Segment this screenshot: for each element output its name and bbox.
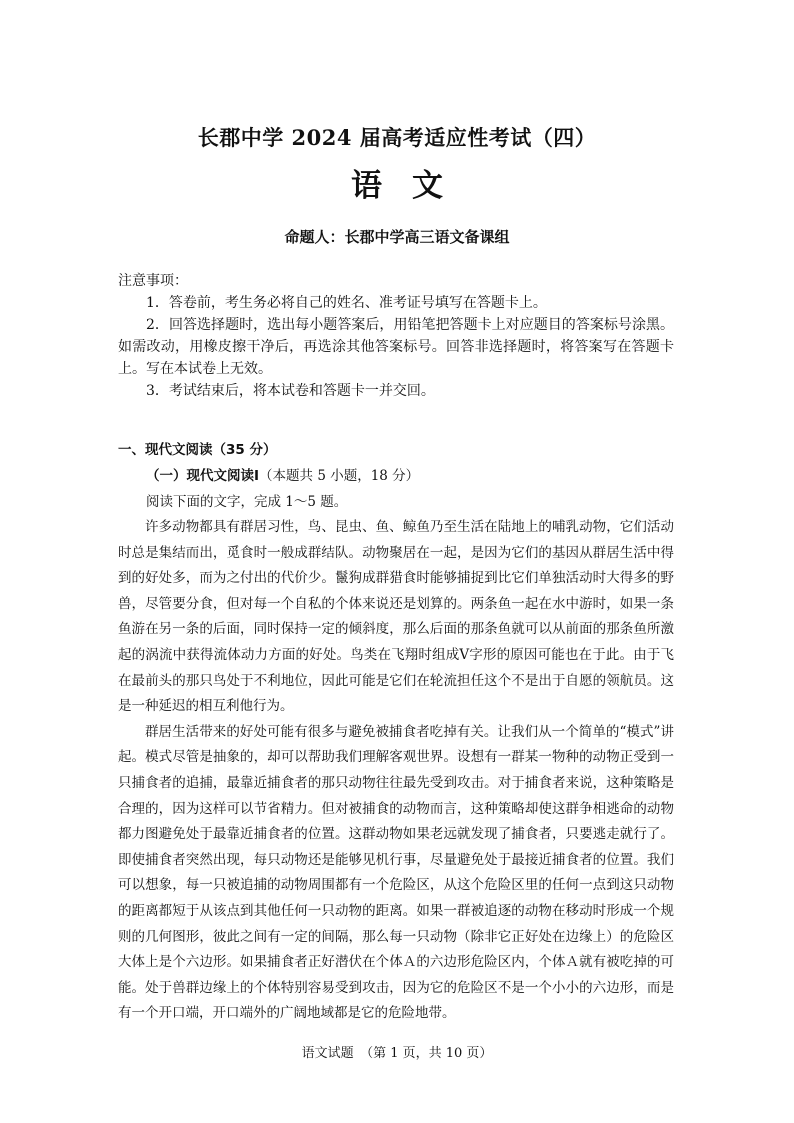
note-item-1: 1．答卷前，考生务必将自己的姓名、准考证号填写在答题卡上。	[146, 295, 547, 311]
subsection-heading	[146, 464, 419, 484]
passage-paragraph-2: 群居生活带来的好处可能有很多与避免被捕食者吃掉有关。让我们从一个简单的“模式”讲起。模式尽管是抽象的，却可以帮助我们理解客观世界。设想有一群某一物种的动物正受到一只捕食者的追捕，最靠近捕食者的那只动物往往最先受到攻击。对于捕食者来说，这种策略是合理的，因为这样可以节省精力。但对被捕食的动物而言，这种策略却使这群争相逃命的动物都力图避免处于最靠近捕食者的位置。这群动物如果老远就发现了捕食者，只要逃走就行了。即使捕食者突然出现，每只动物还是能够见机行事，尽量避免处于最接近捕食者的位置。我们可以想象，每一只被追捕的动物周围都有一个危险区，从这个危险区里的任何一点到这只动物的距离都短于从该点到其他任何一只动物的距离。如果一群被追逐的动物在移动时形成一个规则的几何图形，彼此之间有一定的间隔，那么每一只动物（除非它正好处在边缘上）的危险区大体上是个六边形。如果捕食者正好潜伏在个体Ａ的六边形危险区内，个体Ａ就有被吃掉的可能。处于兽群边缘上的个体特别容易受到攻击，因为它的危险区不是一个小小的六边形，而是有一个开口端，开口端外的广阔地域都是它的危险地带。	[118, 723, 674, 1022]
author-line: 命题人：长郡中学高三语文备课组	[284, 228, 510, 246]
notes-heading: 注意事项：	[118, 273, 188, 289]
subsection-title: （一）现代文阅读Ⅰ	[146, 468, 260, 484]
subject-title: 语文	[351, 168, 473, 204]
reading-instruction: 阅读下面的文字，完成 1～5 题。	[146, 494, 348, 510]
section-heading: 一、现代文阅读（35 分）	[118, 442, 277, 458]
page-footer: 语文试题 （第 1 页，共 10 页）	[301, 1046, 493, 1061]
note-item-3: 3．考试结束后，将本试卷和答题卡一并交回。	[146, 383, 435, 399]
passage-paragraph-1: 许多动物都具有群居习性，鸟、昆虫、鱼、鲸鱼乃至生活在陆地上的哺乳动物，它们活动时总是集结而出，觅食时一般成群结队。动物聚居在一起，是因为它们的基因从群居生活中得到的好处多，而为之付出的代价少。鬣狗成群猎食时能够捕捉到比它们单独活动时大得多的野兽，尽管要分食，但对每一个自私的个体来说还是划算的。两条鱼一起在水中游时，如果一条鱼游在另一条的后面，同时保持一定的倾斜度，那么后面的那条鱼就可以从前面的那条鱼所激起的涡流中获得流体动力方面的好处。鸟类在飞翔时组成Ⅴ字形的原因可能也在于此。由于飞在最前头的那只鸟处于不利地位，因此可能是它们在轮流担任这个不是出于自愿的领航员。这是一种延迟的相互利他行为。	[118, 519, 674, 715]
exam-title: 长郡中学 2024 届高考适应性考试（四）	[197, 125, 597, 150]
exam-notes	[118, 270, 674, 402]
reading-passage	[118, 515, 674, 1027]
note-item-2: 2．回答选择题时，选出每小题答案后，用铅笔把答题卡上对应题目的答案标号涂黑。如需改动，用橡皮擦干净后，再选涂其他答案标号。回答非选择题时，将答案写在答题卡上。写在本试卷上无效。	[118, 317, 674, 377]
subsection-note: （本题共 5 小题，18 分）	[259, 468, 420, 484]
